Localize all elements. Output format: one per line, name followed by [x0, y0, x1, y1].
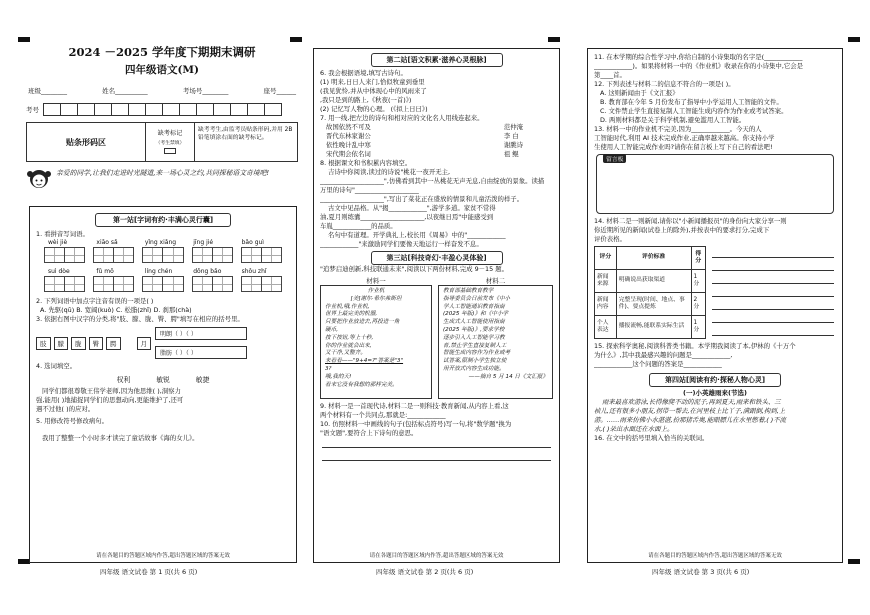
pinyin-row-1: wèi jiè xiāo sǎ yǐng xiǎng jīng jié bǎo guì — [48, 239, 264, 246]
table-row: 新闻内容 完整呈现(时间、地点、事件)、要点提炼 2 分 — [595, 293, 706, 316]
evaluation-table: 评分 评价标准 得分 新闻来源 明确说出获取渠道 1 分 新闻内容 完整呈现(时间、地点、事件)、要点提炼 2 分 个人表达 播报流畅,能联系实际生活 1 分 — [594, 246, 706, 339]
q15-prompt-cont: ____________这个问题的答案是____________ — [594, 360, 722, 368]
q8-line: 名句中有道理。开学典礼上,校长用《周易》中的"____________ — [328, 231, 506, 239]
reading-line: 雨来最喜欢游泳,长得像爬不动的泥子,再到夏天,雨来和铁头、三 — [602, 398, 781, 406]
absent-checkbox[interactable] — [164, 148, 176, 154]
q7-left-item: 依性晚计乱中寒 — [326, 141, 371, 149]
q6-line: (我见犹怜,并从中体现心中的风雨来了 — [320, 87, 427, 95]
section-2-title: 第二站[语文积累·滋养心灵根脉] — [371, 53, 503, 67]
registration-mark — [548, 37, 560, 42]
q8-line: 万里的诗句"____________________ — [320, 186, 419, 194]
page-3-footer: 四年级 语文试卷 第 3 页(共 6 页) — [652, 568, 750, 576]
materials-row — [320, 276, 553, 399]
q1-prompt: 1. 看拼音写词语。 — [36, 230, 89, 238]
table-row: 个人表达 播报流畅,能联系实际生活 1 分 — [595, 316, 706, 339]
q7-matching[interactable] — [320, 123, 553, 159]
seat-field[interactable]: 座号______ — [263, 87, 296, 95]
reading-line: 水,( )朵出水面还在水面上。 — [594, 425, 674, 433]
q9-prompt-cont: 两个材料有一个共同点,那就是:____________ — [320, 411, 446, 419]
page-1 — [26, 44, 298, 192]
q6-line: (2) 记忆写人物的心理。 (《拟上日曰》) — [320, 105, 428, 113]
q4-text-line: 遇不过他( )的应对。 — [36, 405, 95, 413]
q13-prompt: 13. 材料一中的作业机不完美,因为____________。今天的人 — [594, 125, 762, 133]
answer-area-warning: 请在各题目的答题区域内作答,超出答题区域的答案无效 — [648, 553, 782, 559]
material-1: 材料一 作业机 [美]谢尔·希尔弗斯坦 作业机,哦,作业机, 世界上最完美的机器, 只要把作业放进去,再投进一角 硬币, 按下按钮,等上十秒, 你的作业就会出来, 又干净,又整齐。 来看看——"9+4=?"答案是"3" 3? 哦,我的天! 看来它没有我想的那样完美。 — [320, 276, 432, 399]
q3-classify-area — [36, 327, 290, 359]
exam-title: 2024 －2025 学年度下期期末调研 — [68, 45, 256, 59]
q14-prompt-cont: 评价表格。 — [594, 235, 626, 243]
q14-prompt: 14. 材料二是一则新闻,请你以"小新闻播报员"的身份向大家分享一则 — [594, 217, 787, 225]
writing-grid-row-2[interactable] — [44, 276, 290, 292]
q3-moon-radical: 月 — [137, 337, 152, 350]
room-field[interactable]: 考场号________ — [182, 87, 229, 95]
registration-mark — [18, 37, 30, 42]
table-row: 新闻来源 明确说出获取渠道 1 分 — [595, 270, 706, 293]
barcode-area: 贴条形码区 — [26, 122, 146, 162]
q7-right-item: 祖 鲲 — [503, 150, 519, 158]
q4-word-bank: 权利 敏锐 敏捷 — [116, 376, 210, 384]
q8-line: 油,夏月则练囊____________________,以夜继日焉"中能感受到 — [320, 213, 494, 221]
q3-char: 胧 — [71, 337, 86, 350]
q4-text-line: 强,能用( )地捕捉同学们的思想动向,更能维护了,还可 — [36, 396, 184, 404]
panel-1 — [29, 206, 297, 563]
panel-2 — [313, 48, 560, 563]
class-field[interactable]: 班级________ — [28, 87, 67, 95]
writing-grid-row-1[interactable] — [44, 247, 290, 263]
q7-right-item: 李 白 — [503, 132, 519, 140]
q8-line: 车胤____________的品质。 — [320, 222, 397, 230]
message-board[interactable] — [596, 154, 834, 214]
q7-left-item: 故国依然不可及 — [326, 123, 371, 131]
q10-prompt: 10. 仿照材料一中画线的句子(包括标点符号)写一句,将"数学题"换为 — [320, 420, 512, 428]
student-info-row — [26, 86, 298, 95]
q4-prompt: 4. 选词填空。 — [36, 362, 77, 370]
q12-option: A. 这则新闻由于《文汇报》 — [600, 89, 679, 97]
q12-option: D. 两则材料都是关于科学机制,避免滥用人工智能。 — [600, 116, 746, 124]
q9-prompt: 9. 材料一是一首现代诗,材料二是一则科技·教育新闻,从内容上看,这 — [320, 402, 509, 410]
pinyin-row-2: suì dòe fǔ mō líng chén dōng bǎo shǒu zhǐ — [48, 268, 267, 275]
q15-prompt-cont: 为什么》,其中我最感兴趣的问题是____________, — [594, 351, 733, 359]
exam-subtitle: 四年级语文(M) — [124, 64, 200, 76]
panel-3 — [587, 48, 843, 563]
section-1-title: 第一站[字词有约·丰满心灵行囊] — [95, 213, 231, 227]
q6-prompt: 6. 我会根据语境,填写古诗句。 — [320, 69, 407, 77]
q13-prompt-cont: 生使用人工智能完成作业吗?请你在留言板上写下自己的看法吧! — [594, 143, 773, 151]
reading-subtitle: (一)小英雄雨来(节选) — [683, 389, 747, 397]
q14-evaluation — [594, 246, 836, 339]
q5-prompt: 5. 用修改符号修改病句。 — [36, 417, 109, 425]
q6-line: (1) 明来,日日人来门,恰似牧童到垂里 — [320, 78, 425, 86]
q3-char: 臀 — [89, 337, 104, 350]
answer-area-warning: 请在各题目的答题区域内作答,超出答题区域的答案无效 — [96, 553, 230, 559]
underlined-sentence: 来看看——"9+4=?"答案是"3" — [325, 358, 404, 365]
q7-right-item: 范仲淹 — [503, 123, 523, 131]
q11-prompt: 11. 在本学期的综合性学习中,你给自制的小诗集取的名字是(____________ — [594, 53, 803, 61]
answer-line[interactable] — [322, 451, 551, 461]
page-2-footer: 四年级 语文试卷 第 2 页(共 6 页) — [376, 568, 474, 576]
q6-line: ,我只是到的路上,《秋夜(一首)》) — [320, 96, 412, 104]
page-1-footer: 四年级 语文试卷 第 1 页(共 6 页) — [100, 568, 198, 576]
q13-prompt-cont: 工智能时代,利用 AI 技术完成作业,正确率越来越高。你支持小学 — [594, 134, 775, 142]
q4-text-line: 同学们都很尊敬王伟学老师,因为他思维( ),洞察力 — [42, 387, 181, 395]
reading-line: 游。……雨来仿佛小水湛湛,扮那猪舌奥,能眼膘儿在水里憋着,( )不流 — [594, 416, 787, 424]
q3-char: 腭 — [106, 337, 121, 350]
q14-answer-lines[interactable] — [710, 246, 836, 339]
section-3-title: 第三站[科技奇幻·丰盈心灵体验] — [371, 251, 503, 265]
q12-option: B. 教育部在今年 5 月份发布了指导中小学运用人工智能的文件。 — [600, 98, 783, 106]
q7-right-item: 谢朓诗 — [503, 141, 523, 149]
registration-mark — [848, 37, 860, 42]
q7-prompt: 7. 用一线,把左边的诗句和相对应的文化名人用线连起来。 — [320, 114, 484, 122]
message-board-label: 留言板 — [603, 154, 626, 163]
answer-area-warning: 请在各题目的答题区域内作答,超出答题区域的答案无效 — [369, 553, 504, 559]
q3-prompt: 3. 依据右图中汉字的分类,将"肢、朦、胧、臀、腭"填写在相应的括号里。 — [36, 315, 244, 323]
q14-prompt-cont: 你近期所见的新闻(试卷上的除外),并按表中的要求打分,完成下 — [594, 226, 770, 234]
answer-line[interactable] — [322, 438, 551, 448]
q15-prompt: 15. 探索科学奥秘,阅读科普类书籍。本学期我阅读了本,伊林的《十万个 — [594, 342, 796, 350]
q8-line: ____________________",写出了菜花正在盛放的情景和儿童活泼的样子。 — [320, 195, 524, 203]
q8-line: 古文中见品格。从"揭____________",游学多道。家贫不常得 — [328, 204, 496, 212]
q8-prompt: 8. 根据课文和书积累内容填空。 — [320, 159, 412, 167]
q12-prompt: 12. 下列表述与材料二的信息不符合的一项是( )。 — [594, 80, 735, 88]
q8-line: ____________________",仿佛看到其中一丛桃花无声无息,自由绽放的景象。读描 — [320, 177, 545, 185]
q11-prompt-cont: ____________)。如果将材料一中的《作业机》收录在你的小诗集中,它会是 — [594, 62, 804, 70]
q12-option: C. 文件禁止学生直接复制人工智能生成内容作为作业或考试答案。 — [600, 107, 788, 115]
exam-number-boxes[interactable] — [43, 103, 282, 116]
q11-prompt-cont: 第____首。 — [594, 71, 626, 79]
q7-left-item: 晋代东林家谢公 — [326, 132, 371, 140]
q7-left-item: 宋代期会依名词 — [326, 150, 371, 158]
q3-category-1[interactable]: 明朗（ ）（ ） — [155, 327, 247, 340]
q8-line: ____________"来激励同学们要像天地运行一样奋发不息。 — [320, 240, 483, 248]
q3-category-2[interactable]: 脂肪（ ）（ ） — [155, 346, 247, 359]
name-field[interactable]: 姓名__________ — [102, 87, 148, 95]
registration-mark — [290, 37, 302, 42]
registration-mark — [848, 559, 860, 564]
q3-char: 朦 — [54, 337, 69, 350]
q8-line: 吉诗中你阅读,读过的诗说"桃花一夜开无主, — [328, 168, 451, 176]
reading-line: 祯儿,还有很多小朋友,拐带一帮去,在河里枝上比丫子,满跟倒,拘到,上 — [594, 407, 786, 415]
q2-options: A. 先驱(qū) B. 宽阔(kuò) C. 松脂(zhǐ) D. 刹那(chà) — [40, 306, 192, 314]
greeting-text: 亲爱的同学,让我们走进时光隧道,来一场心灵之约,共同探秘语文奇境吧! — [56, 169, 270, 177]
greeting-row — [26, 168, 298, 192]
barcode-and-absent-row — [26, 122, 298, 162]
q16-prompt: 16. 在文中的括号里填入恰当的关联词。 — [594, 434, 709, 442]
q3-char: 肢 — [36, 337, 51, 350]
q2-prompt: 2. 下列词语中加点字注音有误的一项是( ) — [36, 297, 154, 305]
exam-number-row: 考号 — [26, 103, 298, 116]
section-4-title: 第四站[阅读有约·探秘人物心灵] — [649, 373, 781, 387]
absent-note: 缺考考生,由监考员贴条形码,并用 2B 铅笔填涂右面的缺考标记。 — [195, 122, 298, 162]
q10-prompt-cont: "语文题",要符合上下诗句的意思。 — [320, 429, 418, 437]
absent-mark-box: 缺考标记 （考生禁填） — [146, 122, 195, 162]
q5-sentence: 我用了整整一个小时多才读完了童话故事《海的女儿》。 — [42, 434, 199, 442]
material-2: 材料二 教育部基础教育教学 指导委员会日前发布《中小 学人工智能通识教育指南 (2025 年版)》和《中小学 生成式人工智能使用指南 (2025 年版)》,要求学校 逐步引入人工智能学习教 育,禁止学生直接复制人工 智能生成内容作为作业或考 试答案,限制小学生独立使 用开放式内容生成功能。 ——摘自 5 月 14 日《文汇报》 — [438, 276, 553, 399]
girl-mascot-icon — [26, 168, 52, 192]
section-3-intro: "追梦启迪创新,科技联通未来",阅读以下两份材料,完成 9－15 题。 — [320, 265, 508, 273]
